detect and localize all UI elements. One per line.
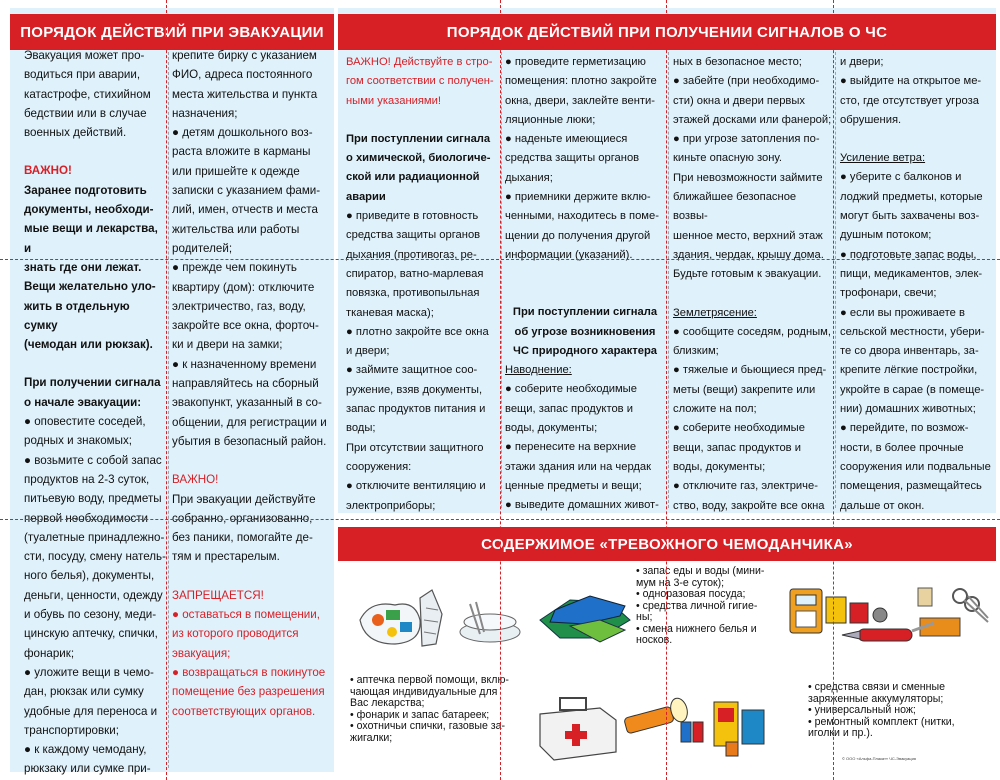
- food-bag-illustration: [350, 580, 460, 660]
- signals-title: ПОРЯДОК ДЕЙСТВИЙ ПРИ ПОЛУЧЕНИИ СИГНАЛОВ О ЧС: [338, 14, 996, 50]
- fold-line: [833, 0, 834, 780]
- fold-line: [500, 0, 501, 780]
- signals-column-1: ВАЖНО! Действуйте в стро- гом соответствии с получен- ными указаниями! При поступлении сигнала о химической, биологиче- ской или радиационной аварии ● приведите в готовность средства защиты органов дыхания (противогаз, ре- спиратор, ватно-марлевая повязка, противопыльная тканевая маска); ● плотно закройте все окна и двери; ● займите защитное соо- ружение, взяв документы, запас продуктов питания и воды; При отсутствии защитного сооружения: ● отключите вентиляцию и электроприборы;: [346, 56, 494, 512]
- flashlight-illustration: [615, 690, 705, 750]
- fold-line: [666, 0, 667, 780]
- fold-line: [166, 0, 167, 780]
- dishes-illustration: [450, 592, 530, 652]
- column-divider: [835, 52, 836, 508]
- clothes-illustration: [530, 580, 640, 650]
- kit-list-tools: • средства связи и сменные заряженные аккумуляторы; • универсальный нож; • ремонтный комплект (нитки, иголки и пр.).: [808, 681, 955, 739]
- important-label-2: ВАЖНО!: [172, 473, 219, 487]
- signals-column-4: и двери; ● выйдите на открытое ме- сто, где отсутствует угроза обрушения. Усиление ветра: ● уберите с балконов и лоджий предметы, которые могут быть захвачены воз- душным потоком; ● подготовьте запас воды, пищи, медикаментов, элек- трофонари, свечи; ● если вы проживаете в сельской местности, убери- те со двора инвентарь, за- крепите лёгкие постройки, укройте в сарае (в помеще- нии) домашних животных; ● перейдите, по возмож- ности, в более прочные сооружения или подвальные помещения, размещайтесь дальше от окон.: [840, 56, 991, 512]
- kit-list-food: • запас еды и воды (мини- мум на 3-е суток); • одноразовая посуда; • средства личной гигие- ны; • смена нижнего белья и носков.: [636, 565, 765, 646]
- fruit-icon: [372, 614, 384, 626]
- important-label: ВАЖНО!: [24, 164, 72, 178]
- column-divider: [501, 52, 502, 508]
- column-divider: [168, 52, 169, 768]
- signals-column-3: ных в безопасное место; ● забейте (при необходимо- сти) окна и двери первых этажей досками или фанерой; ● при угрозе затопления по- киньте опасную зону. При невозможности займите ближайшее безопасное возвы- шенное место, верхний этаж здания, чердак, крышу дома. Будьте готовым к эвакуации. Землетрясение: ● сообщите соседям, родным, близким; ● тяжелые и бьющиеся пред- меты (вещи) закрепите или сложите на пол; ● соберите необходимые вещи, запас продуктов и воды, документы; ● отключите газ, электриче- ство, воду, закройте все окна: [673, 56, 832, 512]
- evacuation-column-1: Эвакуация может про- водиться при аварии, катастрофе, стихийном бедствии или в случае военных действий. ВАЖНО! Заранее подготовить документы, необходи- мые вещи и лекарства, и знать где они лежат. Вещи желательно уло- жить в отдельную сумку (чемодан или рюкзак). При получении сигнала о начале эвакуации: ● оповестите соседей, родных и знакомых; ● возьмите с собой запас продуктов на 2-3 суток, питьевую воду, предметы первой необходимости (туалетные принадлежно- сти, посуду, смену натель- ного белья), документы, деньги, ценности, одежду и обувь по сезону, меди- цинскую аптечку, спички, фонарик; ● уложите вещи в чемо- дан, рюкзак или сумку удобные для переноса и транспортировки; ● к каждому чемодану, рюкзаку или сумке при-: [24, 49, 166, 776]
- signals-column-2: ● проведите герметизацию помещения: плотно закройте окна, двери, заклейте венти- ляционные люки; ● наденьте имеющиеся средства защиты органов дыхания; ● приемники держите вклю- ченными, находитесь в поме- щении до получения другой информации (указаний). При поступлении сигнала об угрозе возникновения ЧС природного характера Наводнение: ● соберите необходимые вещи, запас продуктов и воды, документы; ● перенесите на верхние этажи здания или на чердак ценные предметы и вещи; ● выведите домашних живот-: [505, 56, 659, 512]
- kit-list-medical: • аптечка первой помощи, вклю- чающая индивидуальные для Вас лекарства; • фонарик и запас батареек; • охотничьи спички, газовые за- жигалки;: [350, 674, 509, 744]
- knife-illustration: [838, 615, 938, 655]
- first-aid-kit-illustration: [530, 690, 620, 765]
- evacuation-title: ПОРЯДОК ДЕЙСТВИЙ ПРИ ЭВАКУАЦИИ: [10, 14, 334, 50]
- kit-title: СОДЕРЖИМОЕ «ТРЕВОЖНОГО ЧЕМОДАНЧИКА»: [338, 527, 996, 561]
- evacuation-column-2: крепите бирку с указанием ФИО, адреса постоянного места жительства и пункта назначения; ● детям дошкольного воз- раста вложите в карманы или пришейте к одежде записки с указанием фами- лий, имен, отчеств и места жительства или работы родителей; ● прежде чем покинуть квартиру (дом): отключите электричество, газ, воду, закройте все окна, форточ- ки и двери на замки; ● к назначенному времени направляйтесь на сборный эвакопункт, указанный в со- общении, для регистрации и убытия в безопасный район. ВАЖНО! При эвакуации действуйте собранно, организованно, без паники, помогайте де- тям и престарелым. ЗАПРЕЩАЕТСЯ! ● оставаться в помещении, из которого проводится эвакуация; ● возвращаться в покинутое помещение без разрешения соответствующих органов.: [172, 49, 327, 718]
- publisher-imprint: © ООО «Альфа-Плакат» ЧС-Эвакуация: [842, 756, 916, 761]
- forbidden-label: ЗАПРЕЩАЕТСЯ!: [172, 588, 264, 602]
- matches-lighter-illustration: [700, 690, 780, 760]
- column-divider: [668, 52, 669, 508]
